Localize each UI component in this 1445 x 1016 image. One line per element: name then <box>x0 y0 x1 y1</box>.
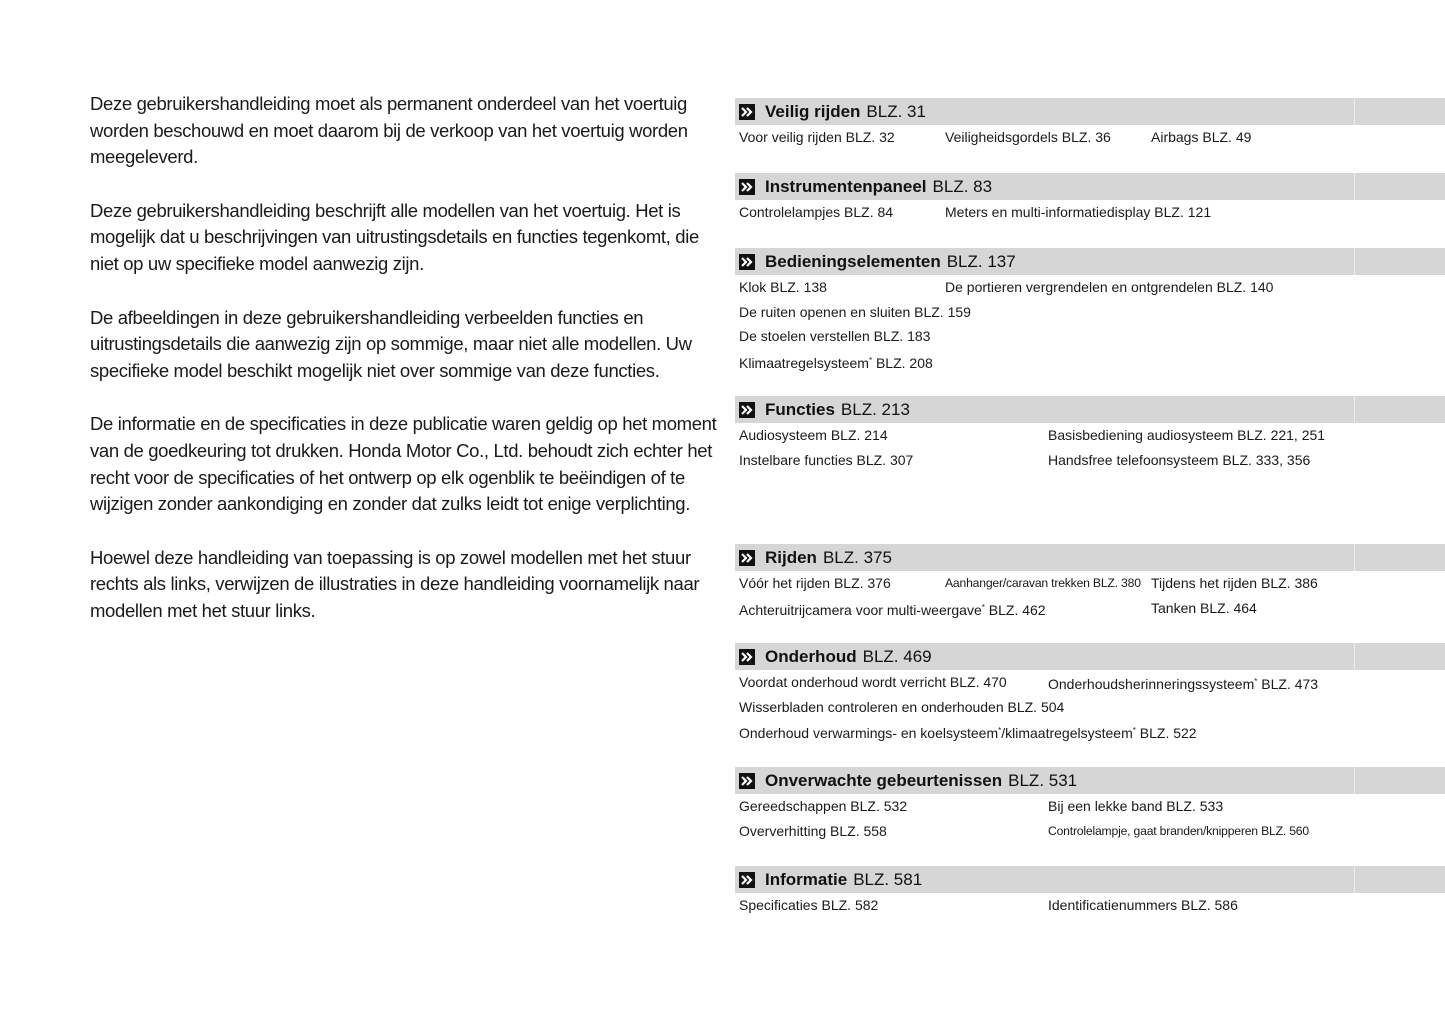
toc-link[interactable]: Klok BLZ. 138 <box>739 279 827 295</box>
section-page-ref[interactable]: BLZ. 137 <box>946 251 1016 271</box>
table-of-contents <box>735 0 1445 1016</box>
toc-link[interactable]: Gereedschappen BLZ. 532 <box>739 798 908 814</box>
toc-link[interactable]: Voor veilig rijden BLZ. 32 <box>739 129 895 145</box>
toc-link[interactable]: Klimaatregelsysteem* BLZ. 208 <box>739 354 933 371</box>
toc-section <box>735 173 1445 225</box>
toc-link[interactable]: Airbags BLZ. 49 <box>1151 129 1252 145</box>
toc-row <box>735 200 1445 225</box>
toc-link[interactable]: Controlelampjes BLZ. 84 <box>739 204 894 220</box>
section-page-ref[interactable]: BLZ. 375 <box>822 547 892 567</box>
toc-link[interactable]: Handsfree telefoonsysteem BLZ. 333, 356 <box>1048 451 1311 468</box>
section-title[interactable]: Veilig rijden BLZ. 31 <box>765 101 926 121</box>
toc-link[interactable]: Wisserbladen controleren en onderhouden BLZ. 504 <box>739 698 1065 715</box>
asterisk-mark: * <box>1132 726 1136 735</box>
intro-paragraph: Deze gebruikershandleiding beschrijft alle modellen van het voertuig. Het is mogelijk dat u beschrijvingen van uitrustingsdetails en functies tegenkomt, die niet op uw specifieke model aanwezig zijn. <box>90 199 699 274</box>
toc-link[interactable]: Instelbare functies BLZ. 307 <box>739 451 914 468</box>
section-title[interactable]: Bedieningselementen BLZ. 137 <box>765 251 1016 271</box>
arrow-right-icon <box>739 254 755 270</box>
arrow-right-icon <box>739 104 755 120</box>
toc-section <box>735 866 1445 918</box>
toc-row <box>735 349 1445 374</box>
toc-section <box>735 544 1445 620</box>
toc-link[interactable]: De portieren vergrendelen en ontgrendelen BLZ. 140 <box>945 279 1274 295</box>
intro-paragraph: Deze gebruikershandleiding moet als permanent onderdeel van het voertuig worden beschouwd en moet daarom bij de verkoop van het voertuig worden meegeleverd. <box>90 93 688 168</box>
toc-row <box>735 423 1445 448</box>
toc-row <box>735 670 1445 695</box>
toc-link[interactable]: Controlelampje, gaat branden/knipperen BLZ. 560 <box>1048 823 1309 838</box>
toc-section <box>735 98 1445 150</box>
arrow-right-icon <box>739 773 755 789</box>
toc-row <box>735 571 1445 596</box>
toc-row <box>735 275 1445 300</box>
arrow-right-icon <box>739 402 755 418</box>
section-page-ref[interactable]: BLZ. 213 <box>840 399 910 419</box>
toc-link[interactable]: Oververhitting BLZ. 558 <box>739 822 887 839</box>
toc-section <box>735 643 1445 744</box>
intro-paragraph: De informatie en de specificaties in deze publicatie waren geldig op het moment van de goedkeuring tot drukken. Honda Motor Co., Ltd. behoudt zich echter het recht voor de specificaties of het ontwerp op elk ogenblik te beëindigen of te wijzigen zonder aankondiging en zonder dat zulks leidt tot enige verplichting. <box>90 413 717 515</box>
toc-link[interactable]: Aanhanger/caravan trekken BLZ. 380 <box>945 576 1141 590</box>
toc-link[interactable]: Identificatienummers BLZ. 586 <box>1048 897 1238 913</box>
toc-link[interactable]: Bij een lekke band BLZ. 533 <box>1048 798 1224 814</box>
section-header[interactable] <box>735 248 1445 275</box>
intro-paragraph: De afbeeldingen in deze gebruikershandleiding verbeelden functies en uitrustingsdetails die aanwezig zijn op sommige, maar niet alle modellen. Uw specifieke model beschikt mogelijk niet over sommige van deze functies. <box>90 306 692 381</box>
toc-row <box>735 596 1445 621</box>
toc-link[interactable]: Basisbediening audiosysteem BLZ. 221, 251 <box>1048 427 1326 443</box>
section-header[interactable] <box>735 173 1445 200</box>
section-header[interactable] <box>735 767 1445 794</box>
intro-paragraph: Hoewel deze handleiding van toepassing is op zowel modellen met het stuur rechts als links, verwijzen de illustraties in deze handleiding voornamelijk naar modellen met het stuur links. <box>90 546 700 621</box>
asterisk-mark: * <box>981 602 985 612</box>
arrow-right-icon <box>739 649 755 665</box>
section-page-ref[interactable]: BLZ. 531 <box>1008 770 1078 790</box>
arrow-right-icon <box>739 179 755 195</box>
toc-row <box>735 719 1445 744</box>
asterisk-mark: * <box>1254 677 1258 686</box>
section-page-ref[interactable]: BLZ. 581 <box>853 869 923 889</box>
arrow-right-icon <box>739 550 755 566</box>
toc-row <box>735 893 1445 918</box>
section-header[interactable] <box>735 866 1445 893</box>
section-header[interactable] <box>735 396 1445 423</box>
toc-link[interactable]: Veiligheidsgordels BLZ. 36 <box>945 129 1111 145</box>
section-title[interactable]: Instrumentenpaneel BLZ. 83 <box>765 176 993 196</box>
section-title[interactable]: Onverwachte gebeurtenissen BLZ. 531 <box>765 770 1078 790</box>
toc-link[interactable]: Tanken BLZ. 464 <box>1151 599 1257 616</box>
asterisk-mark: * <box>868 355 873 365</box>
toc-section <box>735 396 1445 472</box>
toc-row <box>735 819 1445 844</box>
toc-link[interactable]: Vóór het rijden BLZ. 376 <box>739 575 891 591</box>
section-page-ref[interactable]: BLZ. 83 <box>932 176 993 196</box>
asterisk-mark: * <box>998 726 1002 735</box>
intro-text <box>90 91 722 652</box>
section-title[interactable]: Functies BLZ. 213 <box>765 399 910 419</box>
toc-link[interactable]: Onderhoud verwarmings- en koelsysteem*/klimaatregelsysteem* BLZ. 522 <box>739 725 1197 741</box>
toc-link[interactable]: Voordat onderhoud wordt verricht BLZ. 470 <box>739 674 1007 690</box>
toc-row <box>735 324 1445 349</box>
section-header[interactable] <box>735 544 1445 571</box>
section-title[interactable]: Onderhoud BLZ. 469 <box>765 646 932 666</box>
toc-section <box>735 248 1445 373</box>
toc-link[interactable]: Tijdens het rijden BLZ. 386 <box>1151 575 1318 591</box>
toc-link[interactable]: Audiosysteem BLZ. 214 <box>739 427 888 443</box>
section-page-ref[interactable]: BLZ. 469 <box>862 646 932 666</box>
toc-row <box>735 695 1445 720</box>
section-header[interactable] <box>735 98 1445 125</box>
section-title[interactable]: Informatie BLZ. 581 <box>765 869 923 889</box>
toc-row <box>735 125 1445 150</box>
toc-link[interactable]: Meters en multi-informatiedisplay BLZ. 121 <box>945 204 1212 220</box>
toc-link[interactable]: De ruiten openen en sluiten BLZ. 159 <box>739 303 971 320</box>
toc-link[interactable]: Specificaties BLZ. 582 <box>739 897 879 913</box>
section-title[interactable]: Rijden BLZ. 375 <box>765 547 892 567</box>
toc-row <box>735 794 1445 819</box>
section-page-ref[interactable]: BLZ. 31 <box>866 101 926 121</box>
toc-section <box>735 767 1445 843</box>
toc-row <box>735 300 1445 325</box>
toc-row <box>735 448 1445 473</box>
toc-link[interactable]: Achteruitrijcamera voor multi-weergave* BLZ. 462 <box>739 601 1046 618</box>
toc-link[interactable]: De stoelen verstellen BLZ. 183 <box>739 328 931 344</box>
arrow-right-icon <box>739 872 755 888</box>
section-header[interactable] <box>735 643 1445 670</box>
toc-link[interactable]: Onderhoudsherinneringssysteem* BLZ. 473 <box>1048 676 1319 692</box>
